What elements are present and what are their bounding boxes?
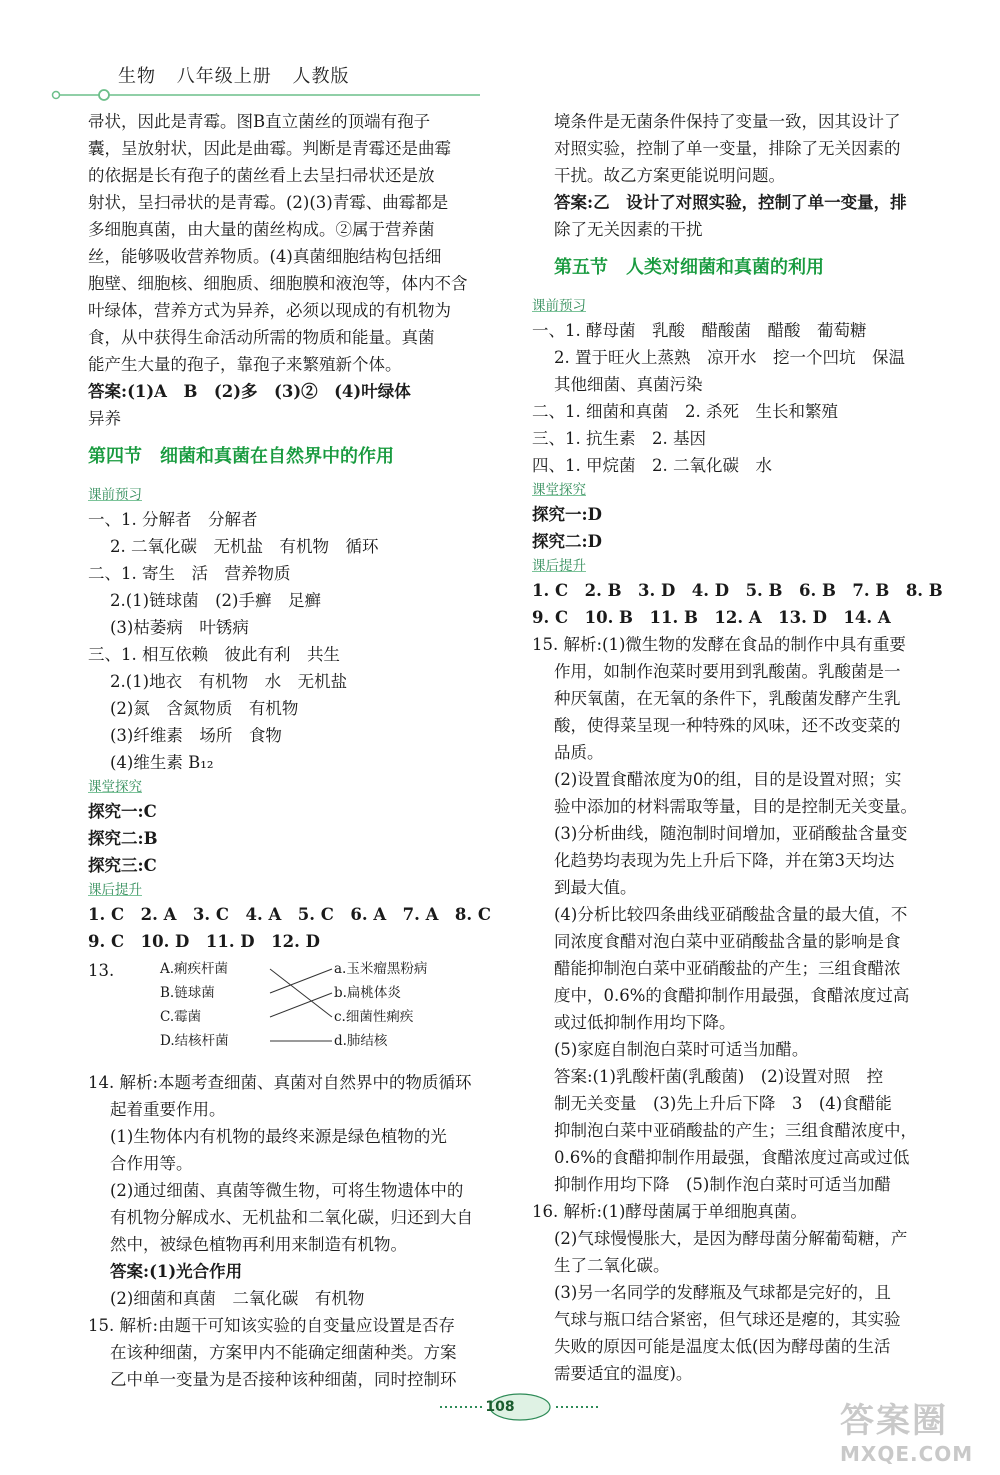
preview-line: (3)纤维素 场所 食物	[110, 726, 282, 745]
q15-line: 作用，如制作泡菜时要用到乳酸菌。乳酸菌是一	[554, 662, 901, 681]
explore-line: 探究二:B	[88, 829, 158, 848]
preview-line: (2)氮 含氮物质 有机物	[110, 699, 299, 718]
header-edition: 人教版	[292, 66, 350, 87]
match-right-item: a.玉米瘤黑粉病	[334, 961, 428, 977]
q16-line: 16. 解析:(1)酵母菌属于单细胞真菌。	[532, 1202, 807, 1221]
section-title-4: 第四节 细菌和真菌在自然界中的作用	[88, 446, 394, 467]
watermark-url: MXQE.COM	[840, 1442, 974, 1466]
q14-line: 有机物分解成水、无机盐和二氧化碳，归还到大自	[110, 1208, 473, 1227]
mc-line: 9. C 10. D 11. D 12. D	[88, 932, 320, 951]
watermark-text: 答案圈	[840, 1401, 948, 1441]
q14-line: 合作用等。	[110, 1154, 193, 1173]
preview-line: 三、1. 抗生素 2. 基因	[532, 429, 706, 448]
q15-line: 醋能抑制泡白菜中亚硝酸盐的产生；三组食醋浓	[554, 959, 901, 978]
section-title-5: 第五节 人类对细菌和真菌的利用	[554, 257, 824, 278]
matching-question-13	[88, 957, 496, 1065]
answer-line: 答案:(1)A B (2)多 (3)② (4)叶绿体	[88, 382, 411, 401]
q15-line: 化趋势均表现为先上升后下降，并在第3天均达	[554, 851, 895, 870]
q15-line: 度中，0.6%的食醋抑制作用最强，食醋浓度过高	[554, 986, 910, 1005]
q16-line: 生了二氧化碳。	[554, 1256, 670, 1275]
explore-line: 探究一:C	[88, 802, 157, 821]
q15-line: 酸，使得菜呈现一种特殊的风味，还不改变菜的	[554, 716, 901, 735]
q14-line: 然中，被绿色植物再利用来制造有机物。	[110, 1235, 407, 1254]
q15-cont-line: 对照实验，控制了单一变量，排除了无关因素的	[554, 139, 901, 158]
header-grade: 八年级上册	[176, 66, 272, 87]
text-line: 叶绿体，营养方式为异养，必须以现成的有机物为	[88, 301, 451, 320]
q16-line: 需要适宜的温度)。	[554, 1364, 693, 1383]
header-decoration	[40, 88, 480, 102]
question-number: 13.	[88, 961, 115, 980]
q14-answer: 答案:(1)光合作用	[110, 1262, 243, 1281]
explore-line: 探究三:C	[88, 856, 157, 875]
q15-line: 验中添加的材料需取等量，目的是控制无关变量。	[554, 797, 917, 816]
preview-line: 二、1. 细菌和真菌 2. 杀死 生长和繁殖	[532, 402, 838, 421]
text-line: 多细胞真菌，由大量的菌丝构成。②属于营养菌	[88, 220, 435, 239]
match-right-item: d.肺结核	[334, 1033, 388, 1049]
q15-line: 在该种细菌，方案甲内不能确定细菌种类。方案	[110, 1343, 457, 1362]
q15-line: (5)家庭自制泡白菜时可适当加醋。	[554, 1040, 809, 1059]
tag-after: 课后提升	[532, 558, 586, 574]
page-number-decoration	[440, 1392, 600, 1422]
preview-line: (3)枯萎病 叶锈病	[110, 618, 249, 637]
match-right-item: c.细菌性痢疾	[334, 1009, 414, 1025]
right-column	[532, 108, 948, 1387]
q15-line: (3)分析曲线，随泡制时间增加，亚硝酸盐含量变	[554, 824, 908, 843]
q14-line: (2)通过细菌、真菌等微生物，可将生物遗体中的	[110, 1181, 464, 1200]
header-subject: 生物	[118, 66, 156, 87]
q15-line: (4)分析比较四条曲线亚硝酸盐含量的最大值，不	[554, 905, 908, 924]
page-number: 108	[485, 1399, 515, 1415]
preview-line: 其他细菌、真菌污染	[554, 375, 703, 394]
text-line: 胞壁、细胞核、细胞质、细胞膜和液泡等，体内不含	[88, 274, 468, 293]
text-line: 食，从中获得生命活动所需的物质和能量。真菌	[88, 328, 435, 347]
q16-line: 气球与瓶口结合紧密，但气球还是瘪的，其实验	[554, 1310, 901, 1329]
explore-line: 探究二:D	[532, 532, 602, 551]
preview-line: (4)维生素 B₁₂	[110, 753, 214, 772]
q15-line: 同浓度食醋对泡白菜中亚硝酸盐含量的影响是食	[554, 932, 901, 951]
q15-line: 15. 解析:(1)微生物的发酵在食品的制作中具有重要	[532, 635, 906, 654]
q15-answer: 答案:乙 设计了对照实验，控制了单一变量，排	[554, 193, 907, 212]
q15-answer: 抑制作用均下降 (5)制作泡白菜时可适当加醋	[554, 1175, 891, 1194]
tag-preview: 课前预习	[88, 487, 142, 503]
preview-line: 四、1. 甲烷菌 2. 二氧化碳 水	[532, 456, 772, 475]
q15-answer: 答案:(1)乳酸杆菌(乳酸菌) (2)设置对照 控	[554, 1067, 884, 1086]
preview-line: 2. 二氧化碳 无机盐 有机物 循环	[110, 537, 379, 556]
tag-class: 课堂探究	[532, 482, 586, 498]
match-lines	[238, 957, 338, 1057]
text-line: 囊，呈放射状，因此是曲霉。判断是青霉还是曲霉	[88, 139, 451, 158]
q15-line: 到最大值。	[554, 878, 637, 897]
q14-line: (1)生物体内有机物的最终来源是绿色植物的光	[110, 1127, 447, 1146]
match-left-item: D.结核杆菌	[160, 1033, 229, 1049]
watermark-logo	[840, 1400, 990, 1472]
q14-line: 起着重要作用。	[110, 1100, 226, 1119]
text-line: 帚状，因此是青霉。图B直立菌丝的顶端有孢子	[88, 112, 431, 131]
q15-line: (2)设置食醋浓度为0的组，目的是设置对照；实	[554, 770, 902, 789]
preview-line: 2.(1)链球菌 (2)手癣 足癣	[110, 591, 321, 610]
preview-line: 2. 置于旺火上蒸熟 凉开水 挖一个凹坑 保温	[554, 348, 905, 367]
preview-line: 一、1. 分解者 分解者	[88, 510, 258, 529]
mc-line: 1. C 2. A 3. C 4. A 5. C 6. A 7. A 8. C	[88, 905, 491, 924]
q14-line: 14. 解析:本题考查细菌、真菌对自然界中的物质循环	[88, 1073, 472, 1092]
q16-line: 失败的原因可能是温度太低(因为酵母菌的生活	[554, 1337, 891, 1356]
q15-cont-line: 境条件是无菌条件保持了变量一致，因其设计了	[554, 112, 901, 131]
q14-answer: (2)细菌和真菌 二氧化碳 有机物	[110, 1289, 365, 1308]
q15-line: 乙中单一变量为是否接种该种细菌，同时控制环	[110, 1370, 457, 1389]
text-line: 丝，能够吸收营养物质。(4)真菌细胞结构包括细	[88, 247, 442, 266]
tag-preview: 课前预习	[532, 298, 586, 314]
q15-line: 15. 解析:由题干可知该实验的自变量应设置是否存	[88, 1316, 456, 1335]
q15-answer: 制无关变量 (3)先上升后下降 3 (4)食醋能	[554, 1094, 892, 1113]
tag-class: 课堂探究	[88, 779, 142, 795]
q16-line: (3)另一名同学的发酵瓶及气球都是完好的，且	[554, 1283, 891, 1302]
q15-line: 品质。	[554, 743, 604, 762]
tag-after: 课后提升	[88, 882, 142, 898]
q15-answer: 0.6%的食醋抑制作用最强，食醋浓度过高或过低	[554, 1148, 910, 1167]
answer-line: 异养	[88, 409, 121, 428]
explore-line: 探究一:D	[532, 505, 602, 524]
match-right-item: b.扁桃体炎	[334, 985, 401, 1001]
text-line: 的依据是长有孢子的菌丝看上去呈扫帚状还是放	[88, 166, 435, 185]
preview-line: 2.(1)地衣 有机物 水 无机盐	[110, 672, 348, 691]
q15-answer: 除了无关因素的干扰	[554, 220, 703, 239]
match-left-item: C.霉菌	[160, 1009, 202, 1025]
mc-line: 1. C 2. B 3. D 4. D 5. B 6. B 7. B 8. B	[532, 581, 943, 600]
match-left-item: A.痢疾杆菌	[160, 961, 229, 977]
preview-line: 二、1. 寄生 活 营养物质	[88, 564, 291, 583]
preview-line: 一、1. 酵母菌 乳酸 醋酸菌 醋酸 葡萄糖	[532, 321, 867, 340]
q16-line: (2)气球慢慢胀大，是因为酵母菌分解葡萄糖，产	[554, 1229, 908, 1248]
q15-answer: 抑制泡白菜中亚硝酸盐的产生；三组食醋浓度中，	[554, 1121, 917, 1140]
left-column	[88, 108, 496, 1393]
text-line: 射状，呈扫帚状的是青霉。(2)(3)青霉、曲霉都是	[88, 193, 449, 212]
text-line: 能产生大量的孢子，靠孢子来繁殖新个体。	[88, 355, 402, 374]
mc-line: 9. C 10. B 11. B 12. A 13. D 14. A	[532, 608, 891, 627]
match-left-item: B.链球菌	[160, 985, 215, 1001]
q15-cont-line: 干扰。故乙方案更能说明问题。	[554, 166, 785, 185]
q15-line: 或过低抑制作用均下降。	[554, 1013, 736, 1032]
preview-line: 三、1. 相互依赖 彼此有利 共生	[88, 645, 340, 664]
q15-line: 种厌氧菌，在无氧的条件下，乳酸菌发酵产生乳	[554, 689, 901, 708]
page-header	[118, 62, 363, 88]
